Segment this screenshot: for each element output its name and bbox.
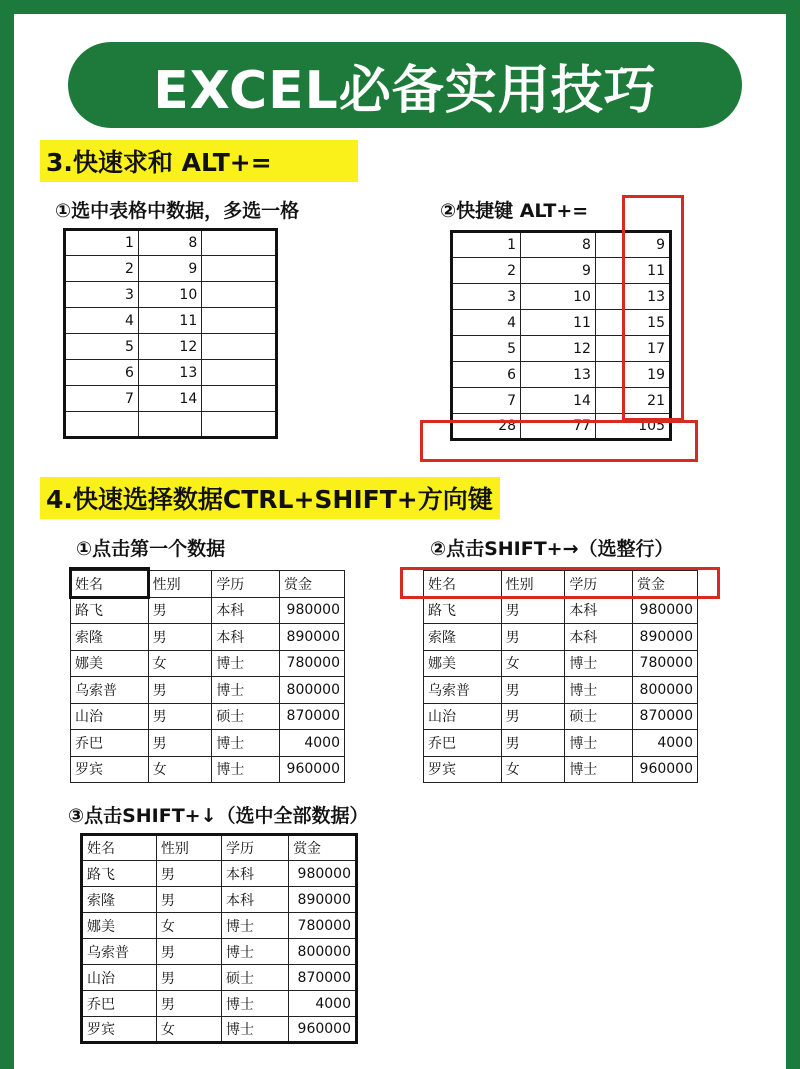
table-cell[interactable]: 博士 — [565, 650, 633, 677]
sum-row-highlight — [420, 420, 698, 462]
table-cell[interactable]: 博士 — [222, 1017, 289, 1043]
table-cell[interactable] — [202, 360, 277, 386]
table-cell[interactable]: 博士 — [222, 939, 289, 965]
table-cell[interactable]: 索隆 — [424, 624, 502, 651]
table-cell[interactable]: 6 — [65, 360, 139, 386]
table-cell[interactable]: 8 — [138, 230, 201, 256]
table-row — [65, 308, 277, 334]
table-cell[interactable]: 780000 — [289, 913, 357, 939]
section3-heading: 3.快速求和 ALT+= — [40, 140, 358, 182]
table-row — [71, 597, 345, 624]
table-cell[interactable] — [65, 412, 139, 438]
table-cell[interactable]: 960000 — [632, 756, 697, 783]
table-cell[interactable]: 男 — [148, 703, 212, 730]
section3-step1: ①选中表格中数据，多选一格 — [55, 200, 300, 222]
table-cell[interactable]: 8 — [521, 232, 596, 258]
table-cell[interactable]: 3 — [452, 284, 521, 310]
table-row — [424, 624, 698, 651]
table-cell[interactable]: 索隆 — [82, 887, 157, 913]
table-cell[interactable]: 女 — [501, 650, 565, 677]
table-cell[interactable]: 男 — [501, 624, 565, 651]
table-cell[interactable]: 学历 — [222, 835, 289, 861]
selected-cell — [69, 567, 150, 599]
table-cell[interactable]: 3 — [65, 282, 139, 308]
row-highlight — [400, 567, 720, 599]
table-cell[interactable]: 77 — [521, 414, 596, 440]
table-row — [82, 913, 357, 939]
table-cell[interactable]: 博士 — [212, 730, 280, 757]
table-cell[interactable]: 博士 — [565, 730, 633, 757]
table-cell[interactable] — [202, 230, 277, 256]
table-cell[interactable]: 4 — [65, 308, 139, 334]
sum-table-before — [63, 228, 278, 439]
table-row — [82, 835, 357, 861]
table-cell[interactable]: 800000 — [279, 677, 344, 704]
table-cell[interactable]: 娜美 — [82, 913, 157, 939]
table-cell[interactable]: 博士 — [212, 756, 280, 783]
table-row — [71, 677, 345, 704]
table-row — [65, 386, 277, 412]
table-cell[interactable]: 路飞 — [71, 597, 149, 624]
table-cell[interactable]: 890000 — [279, 624, 344, 651]
table-cell[interactable]: 980000 — [279, 597, 344, 624]
table-row — [71, 624, 345, 651]
table-cell[interactable]: 800000 — [632, 677, 697, 704]
table-cell[interactable]: 890000 — [289, 887, 357, 913]
table-cell[interactable]: 7 — [65, 386, 139, 412]
table-row — [71, 756, 345, 783]
table-cell[interactable]: 山治 — [71, 703, 149, 730]
table-row — [65, 230, 277, 256]
table-cell[interactable]: 960000 — [289, 1017, 357, 1043]
table-row — [424, 756, 698, 783]
table-cell[interactable]: 性别 — [156, 835, 221, 861]
table-cell[interactable]: 1 — [452, 232, 521, 258]
table-cell[interactable]: 17 — [595, 336, 670, 362]
table-cell[interactable] — [202, 256, 277, 282]
table-cell[interactable]: 780000 — [632, 650, 697, 677]
table-cell[interactable]: 博士 — [565, 677, 633, 704]
sum-column-highlight — [622, 195, 684, 421]
table-cell[interactable]: 女 — [156, 1017, 221, 1043]
table-cell[interactable]: 乔巴 — [82, 991, 157, 1017]
table-cell[interactable]: 4000 — [632, 730, 697, 757]
section4-step3: ③点击SHIFT+↓（选中全部数据） — [68, 805, 369, 827]
table-cell[interactable]: 870000 — [632, 703, 697, 730]
table-cell[interactable]: 4000 — [289, 991, 357, 1017]
table-cell[interactable]: 13 — [595, 284, 670, 310]
table-cell[interactable]: 路飞 — [82, 861, 157, 887]
table-cell[interactable]: 乔巴 — [71, 730, 149, 757]
table-cell[interactable]: 4000 — [279, 730, 344, 757]
table-cell[interactable]: 娜美 — [71, 650, 149, 677]
table-row — [82, 887, 357, 913]
table-cell[interactable]: 本科 — [565, 624, 633, 651]
table-row — [82, 1017, 357, 1043]
table-cell[interactable]: 6 — [452, 362, 521, 388]
table-cell[interactable]: 5 — [65, 334, 139, 360]
table-cell[interactable]: 11 — [138, 308, 201, 334]
table-cell[interactable]: 男 — [156, 965, 221, 991]
table-cell[interactable] — [202, 308, 277, 334]
table-cell[interactable]: 本科 — [565, 597, 633, 624]
table-cell[interactable]: 15 — [595, 310, 670, 336]
table-cell[interactable]: 女 — [501, 756, 565, 783]
table-cell[interactable]: 890000 — [632, 624, 697, 651]
table-cell[interactable]: 男 — [156, 991, 221, 1017]
table-cell[interactable]: 赏金 — [279, 571, 344, 598]
table-cell[interactable]: 乌索普 — [71, 677, 149, 704]
table-cell[interactable]: 男 — [156, 939, 221, 965]
table-cell[interactable]: 10 — [138, 282, 201, 308]
table-cell[interactable]: 7 — [452, 388, 521, 414]
table-cell[interactable]: 男 — [148, 624, 212, 651]
table-cell[interactable]: 女 — [148, 650, 212, 677]
table-cell[interactable]: 12 — [521, 336, 596, 362]
table-cell[interactable]: 硕士 — [212, 703, 280, 730]
table-cell[interactable]: 男 — [501, 730, 565, 757]
table-cell[interactable]: 博士 — [222, 913, 289, 939]
page-title: EXCEL必备实用技巧 — [68, 42, 742, 128]
table-row — [71, 703, 345, 730]
table-cell[interactable]: 男 — [501, 703, 565, 730]
table-cell[interactable]: 博士 — [222, 991, 289, 1017]
table-cell[interactable] — [138, 412, 201, 438]
table-cell[interactable]: 乌索普 — [82, 939, 157, 965]
table-cell[interactable]: 性别 — [148, 571, 212, 598]
table-row — [424, 730, 698, 757]
table-row — [65, 256, 277, 282]
table-cell[interactable]: 山治 — [424, 703, 502, 730]
table-cell[interactable]: 9 — [595, 232, 670, 258]
table-cell[interactable]: 博士 — [212, 677, 280, 704]
table-cell[interactable]: 赏金 — [632, 571, 697, 598]
table-row — [424, 650, 698, 677]
table-cell[interactable]: 学历 — [565, 571, 633, 598]
table-cell[interactable]: 学历 — [212, 571, 280, 598]
table-cell[interactable]: 博士 — [565, 756, 633, 783]
table-cell[interactable]: 博士 — [212, 650, 280, 677]
table-cell[interactable]: 男 — [148, 597, 212, 624]
table-cell[interactable]: 1 — [65, 230, 139, 256]
table-cell[interactable] — [202, 386, 277, 412]
table-cell[interactable]: 870000 — [279, 703, 344, 730]
section4-step1: ①点击第一个数据 — [76, 538, 226, 560]
table-cell[interactable]: 乔巴 — [424, 730, 502, 757]
table-cell[interactable]: 980000 — [289, 861, 357, 887]
table-cell[interactable]: 2 — [452, 258, 521, 284]
table-row — [424, 703, 698, 730]
data-table-step3 — [80, 833, 358, 1044]
table-cell[interactable]: 105 — [595, 414, 670, 440]
table-cell[interactable]: 男 — [156, 861, 221, 887]
table-cell[interactable]: 19 — [595, 362, 670, 388]
table-cell[interactable]: 13 — [138, 360, 201, 386]
table-cell[interactable]: 姓名 — [424, 571, 502, 598]
table-cell[interactable]: 姓名 — [82, 835, 157, 861]
table-cell[interactable]: 赏金 — [289, 835, 357, 861]
table-cell[interactable]: 姓名 — [71, 571, 149, 598]
table-cell[interactable]: 男 — [501, 597, 565, 624]
section4-step2: ②点击SHIFT+→（选整行） — [430, 538, 674, 560]
table-cell[interactable]: 罗宾 — [71, 756, 149, 783]
table-cell[interactable]: 女 — [156, 913, 221, 939]
table-cell[interactable]: 13 — [521, 362, 596, 388]
table-cell[interactable] — [202, 334, 277, 360]
table-cell[interactable]: 男 — [148, 730, 212, 757]
table-cell[interactable]: 男 — [501, 677, 565, 704]
table-cell[interactable]: 硕士 — [565, 703, 633, 730]
table-cell[interactable]: 本科 — [222, 861, 289, 887]
table-cell[interactable]: 28 — [452, 414, 521, 440]
table-cell[interactable]: 男 — [148, 677, 212, 704]
table-row — [71, 650, 345, 677]
table-cell[interactable]: 14 — [521, 388, 596, 414]
table-cell[interactable]: 女 — [148, 756, 212, 783]
data-table-step2 — [423, 570, 698, 783]
table-row — [82, 991, 357, 1017]
table-cell[interactable]: 870000 — [289, 965, 357, 991]
table-cell[interactable]: 索隆 — [71, 624, 149, 651]
table-cell[interactable]: 14 — [138, 386, 201, 412]
table-cell[interactable]: 980000 — [632, 597, 697, 624]
table-cell[interactable]: 娜美 — [424, 650, 502, 677]
table-cell[interactable]: 硕士 — [222, 965, 289, 991]
table-row — [65, 360, 277, 386]
table-cell[interactable]: 11 — [595, 258, 670, 284]
table-cell[interactable]: 本科 — [212, 624, 280, 651]
table-cell[interactable]: 2 — [65, 256, 139, 282]
table-cell[interactable]: 10 — [521, 284, 596, 310]
table-cell[interactable]: 11 — [521, 310, 596, 336]
table-cell[interactable]: 4 — [452, 310, 521, 336]
table-cell[interactable]: 性别 — [501, 571, 565, 598]
table-row — [82, 939, 357, 965]
table-row — [82, 965, 357, 991]
table-row — [424, 597, 698, 624]
table-cell[interactable]: 12 — [138, 334, 201, 360]
table-cell[interactable]: 5 — [452, 336, 521, 362]
table-row — [71, 730, 345, 757]
table-cell[interactable]: 本科 — [222, 887, 289, 913]
table-cell[interactable]: 山治 — [82, 965, 157, 991]
section3-step2: ②快捷键 ALT+= — [440, 200, 589, 222]
table-cell[interactable] — [202, 412, 277, 438]
table-row — [65, 282, 277, 308]
table-cell[interactable]: 罗宾 — [424, 756, 502, 783]
table-row — [65, 334, 277, 360]
table-cell[interactable]: 乌索普 — [424, 677, 502, 704]
table-cell[interactable]: 罗宾 — [82, 1017, 157, 1043]
table-row — [65, 412, 277, 438]
table-row — [424, 677, 698, 704]
table-cell[interactable]: 960000 — [279, 756, 344, 783]
table-cell[interactable]: 男 — [156, 887, 221, 913]
section4-heading: 4.快速选择数据CTRL+SHIFT+方向键 — [40, 477, 500, 519]
table-cell[interactable]: 9 — [138, 256, 201, 282]
data-table-step1 — [70, 570, 345, 783]
table-cell[interactable]: 780000 — [279, 650, 344, 677]
table-cell[interactable]: 9 — [521, 258, 596, 284]
table-cell[interactable]: 路飞 — [424, 597, 502, 624]
table-row — [82, 861, 357, 887]
table-cell[interactable]: 本科 — [212, 597, 280, 624]
table-cell[interactable] — [202, 282, 277, 308]
table-cell[interactable]: 800000 — [289, 939, 357, 965]
table-cell[interactable]: 21 — [595, 388, 670, 414]
